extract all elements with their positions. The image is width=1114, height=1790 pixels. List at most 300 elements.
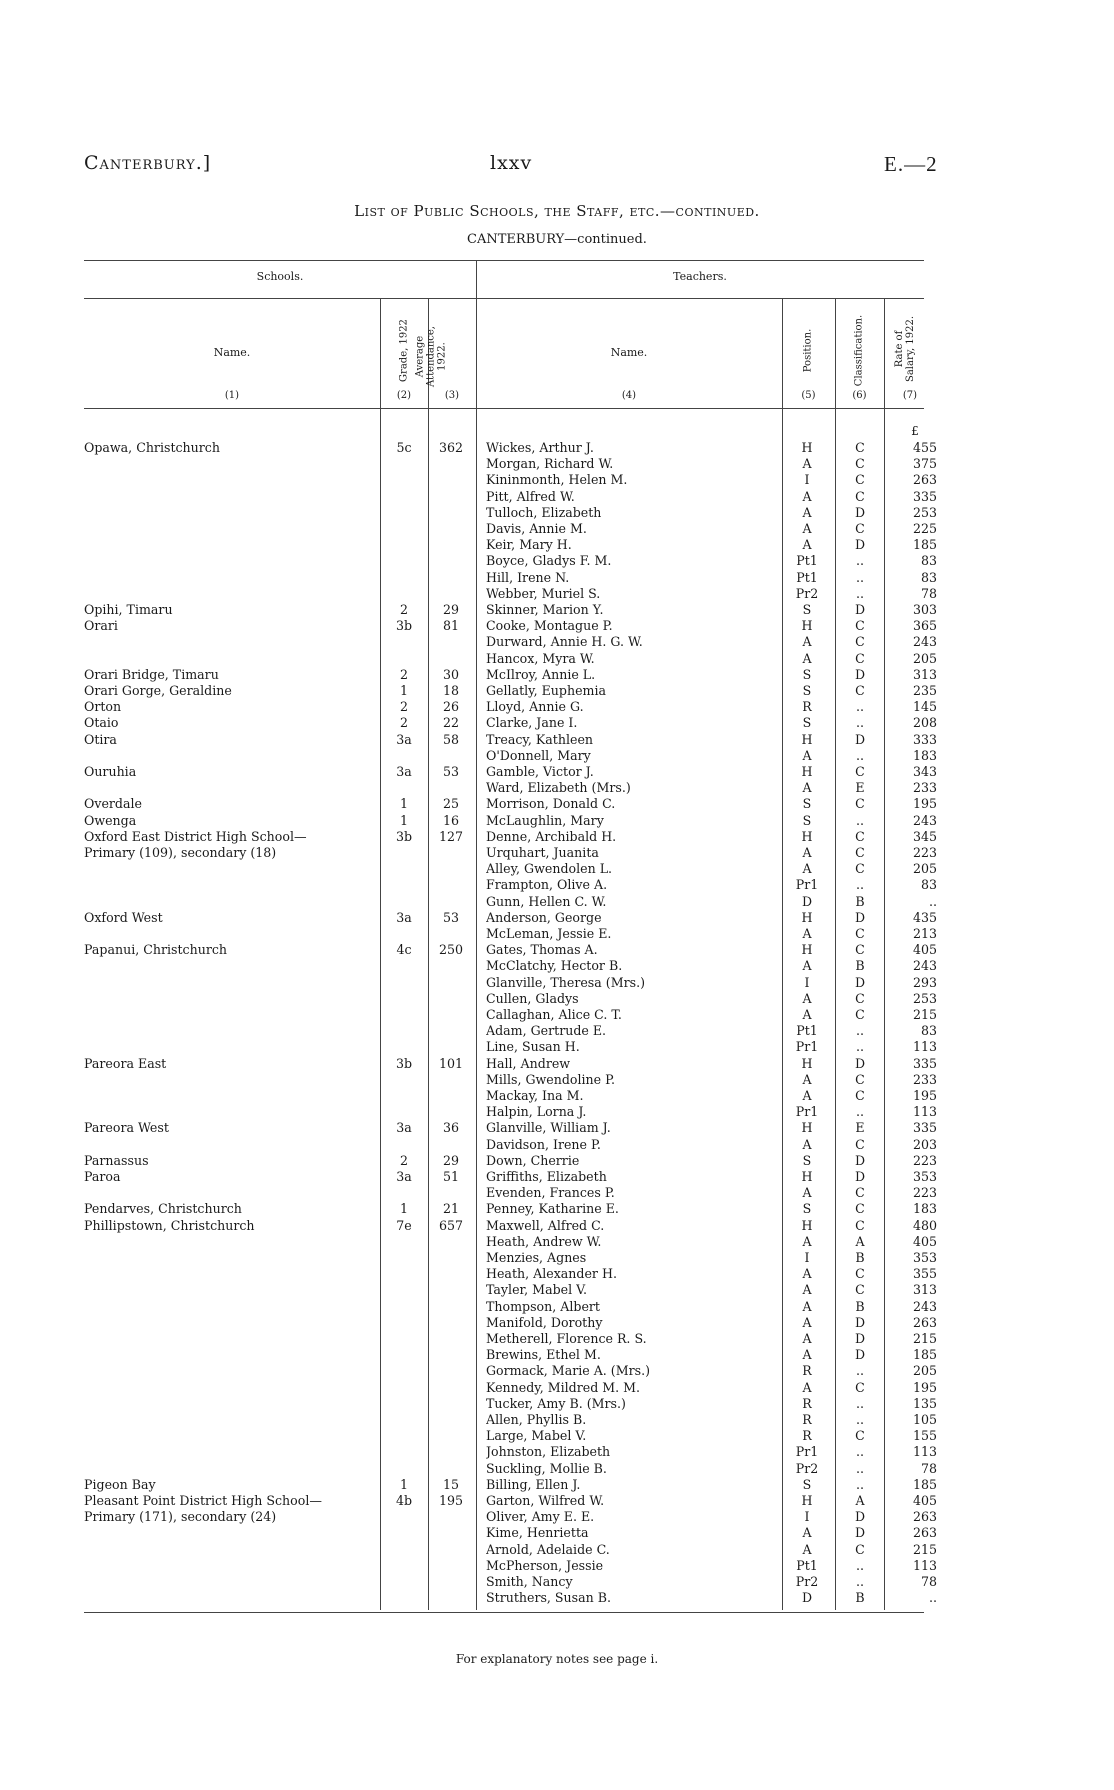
classification: .. — [855, 1460, 864, 1476]
salary: 205 — [912, 650, 937, 666]
col-number: (6) — [852, 390, 867, 401]
grade: 1 — [399, 1201, 408, 1217]
classification: D — [854, 666, 866, 682]
salary: 355 — [912, 1266, 937, 1282]
classification: C — [855, 1282, 865, 1298]
col-number: (2) — [396, 390, 412, 401]
teacher-name: Heath, Alexander H. — [486, 1266, 617, 1282]
position: A — [802, 650, 812, 666]
position: A — [802, 521, 812, 536]
currency-symbol: £ — [911, 424, 919, 438]
classification: C — [855, 1217, 865, 1233]
classification: C — [855, 683, 865, 698]
salary: .. — [928, 1590, 937, 1606]
salary: 135 — [912, 1395, 937, 1411]
salary: 263 — [912, 1314, 937, 1330]
salary: 78 — [920, 1574, 937, 1589]
grade: 5c — [396, 440, 412, 455]
position: S — [802, 602, 812, 617]
teacher-name: Davidson, Irene P. — [486, 1136, 601, 1152]
teacher-name: Kennedy, Mildred M. M. — [486, 1379, 641, 1395]
classification: .. — [855, 1574, 864, 1589]
average-attendance: 26 — [442, 699, 460, 715]
classification: C — [855, 456, 865, 472]
table-row — [0, 1250, 1114, 1266]
position: H — [801, 1169, 813, 1184]
salary: 78 — [920, 1460, 937, 1476]
salary: 375 — [912, 456, 937, 472]
grade: 3a — [396, 731, 412, 747]
table-row — [0, 1234, 1114, 1250]
position: Pr2 — [795, 585, 819, 601]
salary: 293 — [912, 974, 937, 990]
col-header-position: Position. — [802, 328, 814, 373]
teacher-name: Manifold, Dorothy — [486, 1314, 603, 1330]
table-row — [0, 1299, 1114, 1315]
position: Pr1 — [795, 877, 819, 893]
average-attendance: 16 — [442, 812, 460, 828]
page-subtitle: CANTERBURY—continued. — [467, 232, 647, 247]
teacher-name: Tucker, Amy B. (Mrs.) — [486, 1395, 626, 1411]
classification: B — [855, 1590, 865, 1606]
classification: B — [855, 893, 865, 909]
position: Pt1 — [796, 1023, 818, 1039]
teacher-name: Down, Cherrie — [486, 1152, 580, 1168]
salary: 113 — [912, 1039, 937, 1055]
table-row — [0, 683, 1114, 699]
position: A — [802, 926, 812, 941]
table-row — [0, 505, 1114, 521]
salary: 263 — [912, 472, 937, 488]
salary: 208 — [912, 715, 937, 731]
salary: 223 — [912, 845, 937, 860]
table-row — [0, 1509, 1114, 1525]
classification: C — [855, 488, 865, 504]
col-header-teacher-name: Name. — [610, 346, 648, 359]
classification: D — [854, 1331, 866, 1346]
salary: 233 — [912, 780, 937, 796]
position: S — [802, 666, 812, 682]
teacher-name: Maxwell, Alfred C. — [486, 1217, 605, 1233]
teacher-name: McLeman, Jessie E. — [486, 926, 612, 941]
average-attendance: 18 — [442, 683, 460, 698]
position: A — [802, 1266, 812, 1282]
table-row — [0, 472, 1114, 488]
salary: 343 — [912, 764, 937, 779]
position: A — [802, 1379, 812, 1395]
salary: 480 — [912, 1217, 937, 1233]
teacher-name: Menzies, Agnes — [486, 1250, 587, 1265]
position: A — [802, 1347, 812, 1363]
position: A — [802, 537, 812, 553]
position: A — [802, 1541, 812, 1557]
teacher-name: Thompson, Albert — [486, 1298, 600, 1314]
salary: 83 — [920, 877, 937, 893]
salary: 335 — [912, 1055, 937, 1071]
position: I — [804, 974, 810, 990]
average-attendance: 53 — [442, 764, 460, 779]
teacher-name: Gates, Thomas A. — [486, 942, 598, 958]
grade: 2 — [399, 1152, 408, 1168]
teacher-name: Halpin, Lorna J. — [486, 1104, 587, 1120]
salary: 243 — [912, 634, 937, 650]
classification: .. — [855, 699, 864, 715]
position: Pr1 — [795, 1039, 819, 1055]
school-name: Pigeon Bay — [84, 1476, 156, 1492]
classification: C — [855, 1201, 865, 1217]
teacher-name: Anderson, George — [486, 909, 602, 925]
teacher-name: Wickes, Arthur J. — [486, 440, 594, 455]
teacher-name: Griffiths, Elizabeth — [486, 1169, 607, 1184]
position: A — [802, 1007, 812, 1022]
teacher-name: Arnold, Adelaide C. — [486, 1541, 610, 1557]
teacher-name: Pitt, Alfred W. — [486, 488, 575, 504]
grade: 3a — [396, 764, 412, 779]
table-row — [0, 894, 1114, 910]
grade: 1 — [399, 683, 408, 698]
classification: A — [855, 1233, 865, 1249]
salary: 345 — [912, 828, 937, 844]
position: I — [804, 1509, 810, 1525]
position: A — [802, 845, 812, 860]
position: H — [801, 1120, 813, 1136]
teacher-name: Gunn, Hellen C. W. — [486, 893, 607, 909]
classification: C — [855, 764, 865, 779]
teacher-name: Callaghan, Alice C. T. — [486, 1007, 622, 1022]
teacher-name: Kininmonth, Helen M. — [486, 472, 628, 488]
salary: 333 — [912, 731, 937, 747]
school-name: Overdale — [84, 796, 142, 812]
grade: 3b — [395, 618, 413, 634]
salary: 183 — [912, 1201, 937, 1217]
table-row — [0, 1444, 1114, 1460]
grade: 1 — [399, 812, 408, 828]
teacher-name: Clarke, Jane I. — [486, 715, 578, 731]
classification: .. — [855, 877, 864, 893]
position: A — [802, 1314, 812, 1330]
average-attendance: 29 — [442, 1152, 460, 1168]
table-row — [0, 877, 1114, 893]
teacher-name: Morgan, Richard W. — [486, 456, 614, 472]
salary: 205 — [912, 1363, 937, 1379]
teacher-name: Hill, Irene N. — [486, 569, 570, 585]
classification: .. — [855, 812, 864, 828]
salary: 155 — [912, 1428, 937, 1444]
table-row — [0, 553, 1114, 569]
table-row — [0, 1558, 1114, 1574]
salary: 365 — [912, 618, 937, 634]
table-row — [0, 1574, 1114, 1590]
footnote: For explanatory notes see page i. — [455, 1652, 659, 1666]
teacher-name: Line, Susan H. — [486, 1039, 580, 1055]
teacher-name: Gormack, Marie A. (Mrs.) — [486, 1363, 651, 1379]
teacher-name: Lloyd, Annie G. — [486, 699, 584, 715]
classification: C — [855, 828, 865, 844]
classification: C — [855, 845, 865, 860]
table-row — [0, 975, 1114, 991]
classification: C — [855, 1266, 865, 1282]
classification: .. — [855, 1104, 864, 1120]
position: A — [802, 1088, 812, 1103]
school-name: Orari Gorge, Geraldine — [84, 683, 232, 698]
grade: 2 — [399, 666, 408, 682]
classification: C — [855, 650, 865, 666]
table-row — [0, 1412, 1114, 1428]
table-row — [0, 667, 1114, 683]
salary: 185 — [912, 537, 937, 553]
group-header-schools: Schools. — [256, 270, 304, 283]
teacher-name: Gamble, Victor J. — [486, 764, 594, 779]
classification: D — [854, 1169, 866, 1184]
salary: 215 — [912, 1331, 937, 1346]
table-row — [0, 813, 1114, 829]
salary: 203 — [912, 1136, 937, 1152]
school-name: Owenga — [84, 812, 137, 828]
table-row — [0, 910, 1114, 926]
report-code: E.—2 — [884, 152, 938, 176]
classification: D — [854, 974, 866, 990]
teacher-name: Morrison, Donald C. — [486, 796, 616, 812]
teacher-name: Garton, Wilfred W. — [486, 1493, 605, 1508]
classification: C — [855, 861, 865, 877]
classification: C — [855, 1541, 865, 1557]
table-row — [0, 1493, 1114, 1509]
table-row — [0, 1153, 1114, 1169]
school-name: Orton — [84, 699, 122, 715]
position: A — [802, 747, 812, 763]
col-number: (3) — [444, 390, 460, 401]
table-row — [0, 1331, 1114, 1347]
position: Pt1 — [796, 1557, 818, 1573]
position: I — [804, 472, 810, 488]
table-row — [0, 1039, 1114, 1055]
salary: 313 — [912, 666, 937, 682]
teacher-name: Denne, Archibald H. — [486, 828, 617, 844]
salary: 105 — [912, 1412, 937, 1427]
table-row — [0, 1218, 1114, 1234]
average-attendance: 51 — [442, 1169, 460, 1184]
classification: D — [854, 909, 866, 925]
classification: .. — [855, 1395, 864, 1411]
position: S — [802, 683, 812, 698]
position: A — [802, 1185, 812, 1201]
table-row — [0, 1266, 1114, 1282]
classification: B — [855, 1250, 865, 1265]
position: H — [801, 909, 813, 925]
school-name: Oxford West — [84, 909, 163, 925]
teacher-name: Mackay, Ina M. — [486, 1088, 584, 1103]
table-row — [0, 1477, 1114, 1493]
classification: C — [855, 1136, 865, 1152]
classification: C — [855, 1185, 865, 1201]
teacher-name: Allen, Phyllis B. — [486, 1412, 587, 1427]
table-row — [0, 1590, 1114, 1606]
classification: .. — [855, 1476, 864, 1492]
position: Pt1 — [796, 569, 818, 585]
teacher-name: Mills, Gwendoline P. — [486, 1071, 616, 1087]
classification: D — [854, 1314, 866, 1330]
school-name: Pleasant Point District High School— — [84, 1493, 322, 1508]
salary: 253 — [912, 504, 937, 520]
table-row — [0, 861, 1114, 877]
teacher-name: Penney, Katharine E. — [486, 1201, 619, 1217]
salary: 335 — [912, 1120, 937, 1136]
position: Pt1 — [796, 553, 818, 569]
col-header-grade: Grade, 1922 — [398, 319, 410, 382]
classification: C — [855, 1428, 865, 1444]
teacher-name: Glanville, Theresa (Mrs.) — [486, 974, 645, 990]
table-row — [0, 732, 1114, 748]
average-attendance: 22 — [442, 715, 460, 731]
teacher-name: Billing, Ellen J. — [486, 1476, 581, 1492]
page-title: List of Public Schools, the Staff, etc.—continued. — [354, 202, 760, 220]
table-row — [0, 1104, 1114, 1120]
salary: 235 — [912, 683, 937, 698]
table-bottom-rule — [84, 1612, 924, 1613]
grade: 4b — [395, 1493, 413, 1508]
school-name: Oxford East District High School— — [84, 828, 307, 844]
table-row — [0, 780, 1114, 796]
salary: 243 — [912, 812, 937, 828]
grade: 1 — [399, 1476, 408, 1492]
position: A — [802, 1233, 812, 1249]
grade: 3b — [395, 828, 413, 844]
col-number: (7) — [902, 390, 918, 401]
salary: 405 — [912, 942, 937, 958]
salary: 335 — [912, 488, 937, 504]
position: H — [801, 731, 813, 747]
teacher-name: McLaughlin, Mary — [486, 812, 604, 828]
position: R — [802, 699, 812, 715]
position: H — [801, 764, 813, 779]
salary: 263 — [912, 1509, 937, 1525]
salary: 195 — [912, 796, 937, 812]
grade: 4c — [396, 942, 412, 958]
teacher-name: Treacy, Kathleen — [486, 731, 594, 747]
position: R — [802, 1395, 812, 1411]
position: R — [802, 1428, 812, 1444]
position: S — [802, 796, 812, 812]
salary: 83 — [920, 553, 937, 569]
teacher-name: Ward, Elizabeth (Mrs.) — [486, 780, 631, 796]
salary: 263 — [912, 1525, 937, 1541]
average-attendance: 53 — [442, 909, 460, 925]
teacher-name: Frampton, Olive A. — [486, 877, 608, 893]
table-row — [0, 926, 1114, 942]
classification: A — [855, 1493, 865, 1508]
running-head-region: Canterbury.] — [84, 152, 212, 174]
salary: 195 — [912, 1379, 937, 1395]
school-name: Ouruhia — [84, 764, 137, 779]
table-row — [0, 1315, 1114, 1331]
col-header-classification: Classification. — [853, 314, 865, 387]
school-name: Primary (171), secondary (24) — [84, 1509, 277, 1525]
position: H — [801, 440, 813, 455]
teacher-name: Tulloch, Elizabeth — [486, 504, 602, 520]
position: H — [801, 1217, 813, 1233]
school-name: Primary (109), secondary (18) — [84, 845, 277, 860]
salary: .. — [928, 893, 937, 909]
table-row — [0, 602, 1114, 618]
group-rule — [84, 298, 924, 299]
position: R — [802, 1363, 812, 1379]
school-name: Paroa — [84, 1169, 121, 1184]
average-attendance: 657 — [438, 1217, 464, 1233]
classification: C — [855, 926, 865, 941]
position: S — [802, 1476, 812, 1492]
table-row — [0, 1461, 1114, 1477]
position: Pr2 — [795, 1460, 819, 1476]
position: S — [802, 715, 812, 731]
salary: 78 — [920, 585, 937, 601]
salary: 243 — [912, 958, 937, 974]
position: A — [802, 634, 812, 650]
position: R — [802, 1412, 812, 1427]
teacher-name: Kime, Henrietta — [486, 1525, 589, 1541]
table-row — [0, 1169, 1114, 1185]
table-row — [0, 651, 1114, 667]
classification: C — [855, 440, 865, 455]
grade: 1 — [399, 796, 408, 812]
school-name: Opihi, Timaru — [84, 602, 173, 617]
table-row — [0, 1347, 1114, 1363]
classification: D — [854, 602, 866, 617]
average-attendance: 29 — [442, 602, 460, 617]
position: H — [801, 942, 813, 958]
classification: .. — [855, 747, 864, 763]
position: S — [802, 1152, 812, 1168]
grade: 3a — [396, 909, 412, 925]
salary: 213 — [912, 926, 937, 941]
grade: 2 — [399, 699, 408, 715]
salary: 435 — [912, 909, 937, 925]
salary: 83 — [920, 569, 937, 585]
table-row — [0, 456, 1114, 472]
table-row — [0, 796, 1114, 812]
table-top-rule — [84, 260, 924, 261]
position: A — [802, 958, 812, 974]
salary: 253 — [912, 990, 937, 1006]
salary: 185 — [912, 1347, 937, 1363]
position: H — [801, 1055, 813, 1071]
teacher-name: Smith, Nancy — [486, 1574, 573, 1589]
table-row — [0, 1428, 1114, 1444]
teacher-name: Brewins, Ethel M. — [486, 1347, 601, 1363]
classification: C — [855, 796, 865, 812]
teacher-name: Skinner, Marion Y. — [486, 602, 604, 617]
grade: 3a — [396, 1169, 412, 1184]
position: A — [802, 504, 812, 520]
position: I — [804, 1250, 810, 1265]
position: D — [801, 1590, 813, 1606]
classification: D — [854, 504, 866, 520]
salary: 215 — [912, 1541, 937, 1557]
grade: 7e — [396, 1217, 412, 1233]
classification: .. — [855, 1039, 864, 1055]
teacher-name: Oliver, Amy E. E. — [486, 1509, 595, 1525]
average-attendance: 58 — [442, 731, 460, 747]
classification: .. — [855, 1557, 864, 1573]
average-attendance: 101 — [438, 1055, 464, 1071]
salary: 313 — [912, 1282, 937, 1298]
teacher-name: Gellatly, Euphemia — [486, 683, 607, 698]
salary: 185 — [912, 1476, 937, 1492]
classification: C — [855, 521, 865, 536]
classification: .. — [855, 569, 864, 585]
average-attendance: 250 — [438, 942, 464, 958]
table-row — [0, 829, 1114, 845]
teacher-name: Webber, Muriel S. — [486, 585, 601, 601]
